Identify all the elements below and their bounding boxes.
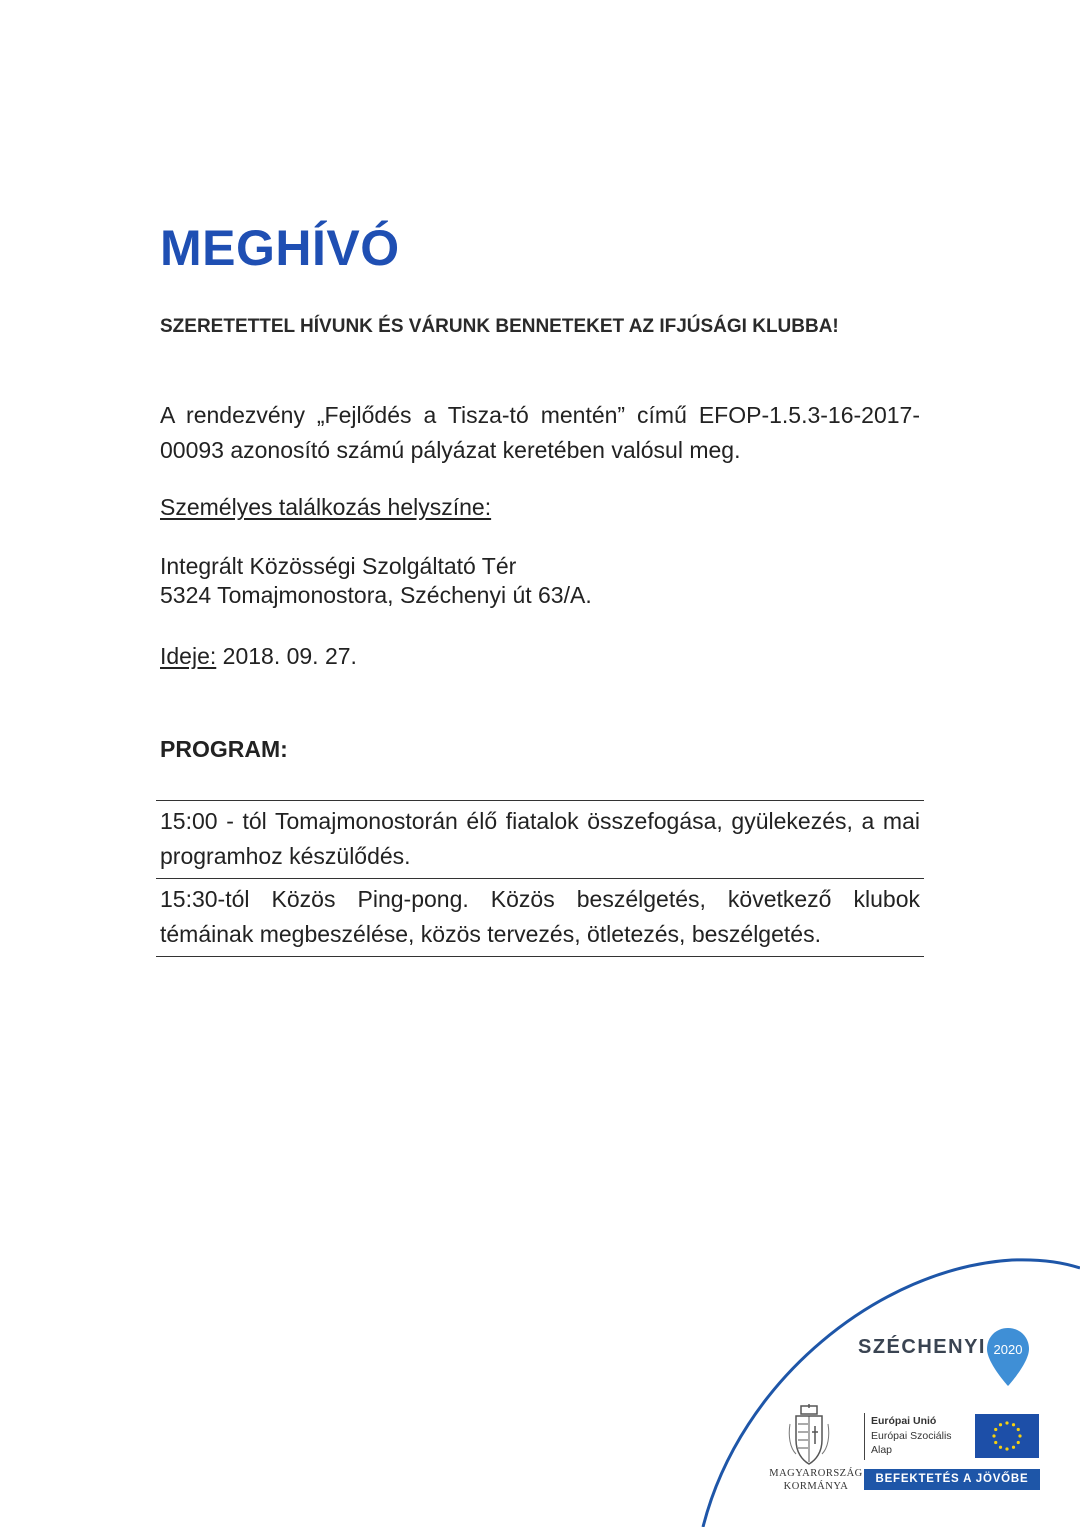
eu-star bbox=[1018, 1434, 1021, 1437]
eu-star bbox=[999, 1423, 1002, 1426]
eu-line-2: Európai Szociális bbox=[871, 1429, 952, 1442]
eu-star bbox=[1012, 1423, 1015, 1426]
program-row: 15:30-tól Közös Ping-pong. Közös beszélgetés, következő klubok témáinak megbeszélése, közös tervezés, ötletezés, beszélgetés. bbox=[156, 879, 924, 957]
eu-star bbox=[1017, 1441, 1020, 1444]
event-intro-paragraph: A rendezvény „Fejlődés a Tisza-tó mentén” című EFOP-1.5.3-16-2017-00093 azonosító számú pályázat keretében valósul meg. bbox=[160, 402, 920, 463]
eu-star bbox=[1005, 1421, 1008, 1424]
government-line-2: KORMÁNYA bbox=[783, 1481, 849, 1492]
program-heading: PROGRAM: bbox=[160, 736, 288, 762]
eu-line-3: Alap bbox=[871, 1444, 893, 1456]
szechenyi-year: 2020 bbox=[993, 1342, 1023, 1357]
eu-star bbox=[992, 1434, 995, 1437]
government-line-1: MAGYARORSZÁG bbox=[769, 1468, 863, 1479]
eu-star bbox=[999, 1446, 1002, 1449]
eu-star bbox=[1017, 1428, 1020, 1431]
date-value: 2018. 09. 27. bbox=[222, 643, 357, 669]
page-title: MEGHÍVÓ bbox=[160, 220, 400, 276]
government-label bbox=[760, 1467, 872, 1493]
program-row: 15:00 - tól Tomajmonostorán élő fiatalok összefogása, gyülekezés, a mai programhoz készülődés. bbox=[156, 801, 924, 879]
eu-label bbox=[871, 1414, 952, 1458]
venue-name: Integrált Közösségi Szolgáltató Tér bbox=[160, 553, 517, 579]
szechenyi-label: SZÉCHENYI bbox=[858, 1336, 986, 1358]
invitation-subtitle: SZERETETTEL HÍVUNK ÉS VÁRUNK BENNETEKET AZ IFJÚSÁGI KLUBBA! bbox=[160, 316, 839, 337]
eu-star bbox=[994, 1441, 997, 1444]
eu-star bbox=[1012, 1446, 1015, 1449]
szechenyi-2020-pin-icon bbox=[984, 1326, 1032, 1388]
date-label: Ideje: bbox=[160, 643, 217, 669]
eu-star bbox=[1005, 1447, 1008, 1450]
eu-flag-icon bbox=[975, 1414, 1039, 1458]
hungarian-coat-of-arms-icon bbox=[786, 1404, 832, 1466]
eu-divider bbox=[864, 1413, 865, 1460]
location-label: Személyes találkozás helyszíne: bbox=[160, 494, 492, 520]
venue-street: 5324 Tomajmonostora, Széchenyi út 63/A. bbox=[160, 582, 592, 608]
eu-line-1: Európai Unió bbox=[871, 1415, 937, 1427]
investment-banner: BEFEKTETÉS A JÖVŐBE bbox=[864, 1469, 1040, 1490]
eu-star bbox=[994, 1428, 997, 1431]
